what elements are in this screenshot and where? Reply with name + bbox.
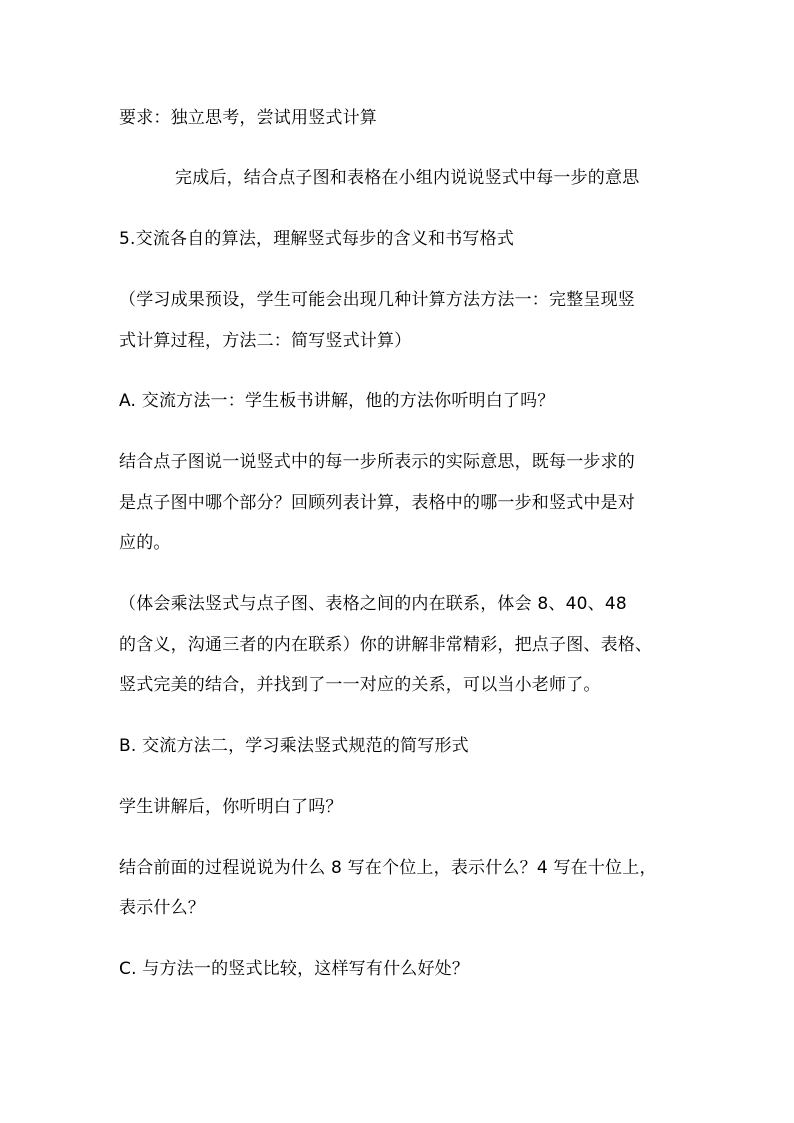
dot-diagram-line-2: 是点子图中哪个部分？回顾列表计算，表格中的哪一步和竖式中是对 [119,493,635,513]
dot-diagram-line-3: 应的。 [119,533,171,553]
place-value-line-1: 结合前面的过程说说为什么 8 写在个位上，表示什么？4 写在十位上， [119,858,657,878]
expected-outcome-line-2: 式计算过程，方法二：简写竖式计算） [119,331,412,351]
expected-outcome-line-1: （学习成果预设，学生可能会出现几种计算方法方法一：完整呈现竖 [119,290,635,310]
step-5-heading: 5.交流各自的算法，理解竖式每步的含义和书写格式 [119,229,515,249]
place-value-line-2: 表示什么？ [119,898,205,918]
connection-line-2: 的含义，沟通三者的内在联系）你的讲解非常精彩，把点子图、表格、 [119,635,653,655]
method-b-heading: B. 交流方法二，学习乘法竖式规范的简写形式 [119,736,469,756]
connection-line-3: 竖式完美的结合，并找到了一一对应的关系，可以当小老师了。 [119,675,601,695]
connection-line-1: （体会乘法竖式与点子图、表格之间的内在联系，体会 8、40、48 [119,594,627,614]
after-completion-line: 完成后，结合点子图和表格在小组内说说竖式中每一步的意思 [175,168,640,188]
student-explain-line: 学生讲解后，你听明白了吗？ [119,797,343,817]
method-c-heading: C. 与方法一的竖式比较，这样写有什么好处？ [119,959,470,979]
method-a-heading: A. 交流方法一：学生板书讲解，他的方法你听明白了吗？ [119,391,555,411]
requirement-line: 要求：独立思考，尝试用竖式计算 [119,108,377,128]
dot-diagram-line-1: 结合点子图说一说竖式中的每一步所表示的实际意思，既每一步求的 [119,452,635,472]
